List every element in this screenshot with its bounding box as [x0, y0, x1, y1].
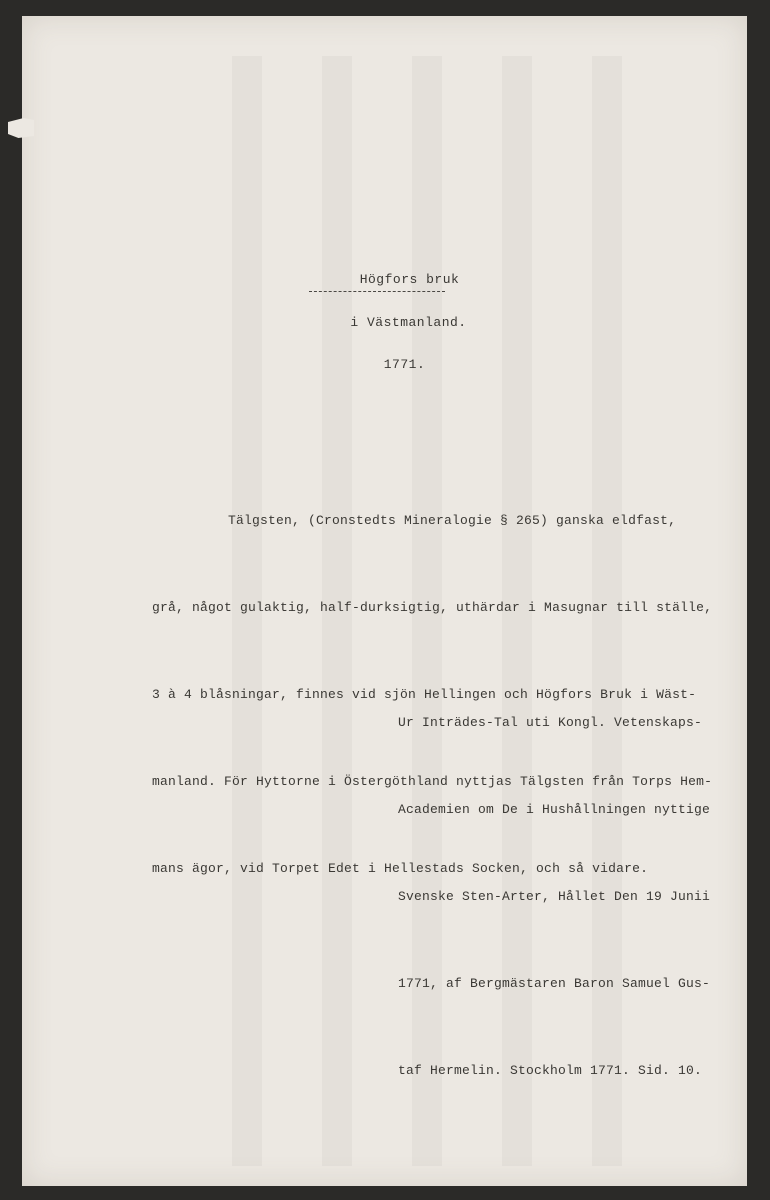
- body-line: Tälgsten, (Cronstedts Mineralogie § 265) ganska eldfast,: [228, 513, 677, 528]
- source-line: Academien om De i Hushållningen nyttige: [398, 802, 711, 817]
- source-line: Svenske Sten-Arter, Hållet Den 19 Junii: [398, 889, 711, 904]
- torn-paper-edge: [8, 118, 34, 138]
- document-subtitle: i Västmanland.: [350, 315, 467, 330]
- document-title: Högfors bruk: [359, 272, 460, 287]
- body-line: mans ägor, vid Torpet Edet i Hellestads Socken, och så vidare.: [152, 861, 649, 876]
- document-year: 1771.: [383, 357, 426, 372]
- body-line: manland. För Hyttorne i Östergöthland nyttjas Tälgsten från Torps Hem-: [152, 774, 713, 789]
- source-line: taf Hermelin. Stockholm 1771. Sid. 10.: [398, 1063, 703, 1078]
- scan-border: [747, 0, 770, 1200]
- body-line: grå, något gulaktig, half-durksigtig, uthärdar i Masugnar till ställe,: [152, 600, 713, 615]
- source-line: 1771, af Bergmästaren Baron Samuel Gus-: [398, 976, 711, 991]
- document-page: [22, 16, 747, 1186]
- title-underline: [309, 291, 445, 292]
- source-citation: [398, 650, 738, 1143]
- source-line: Ur Inträdes-Tal uti Kongl. Vetenskaps-: [398, 715, 703, 730]
- body-line: 3 à 4 blåsningar, finnes vid sjön Hellingen och Högfors Bruk i Wäst-: [152, 687, 697, 702]
